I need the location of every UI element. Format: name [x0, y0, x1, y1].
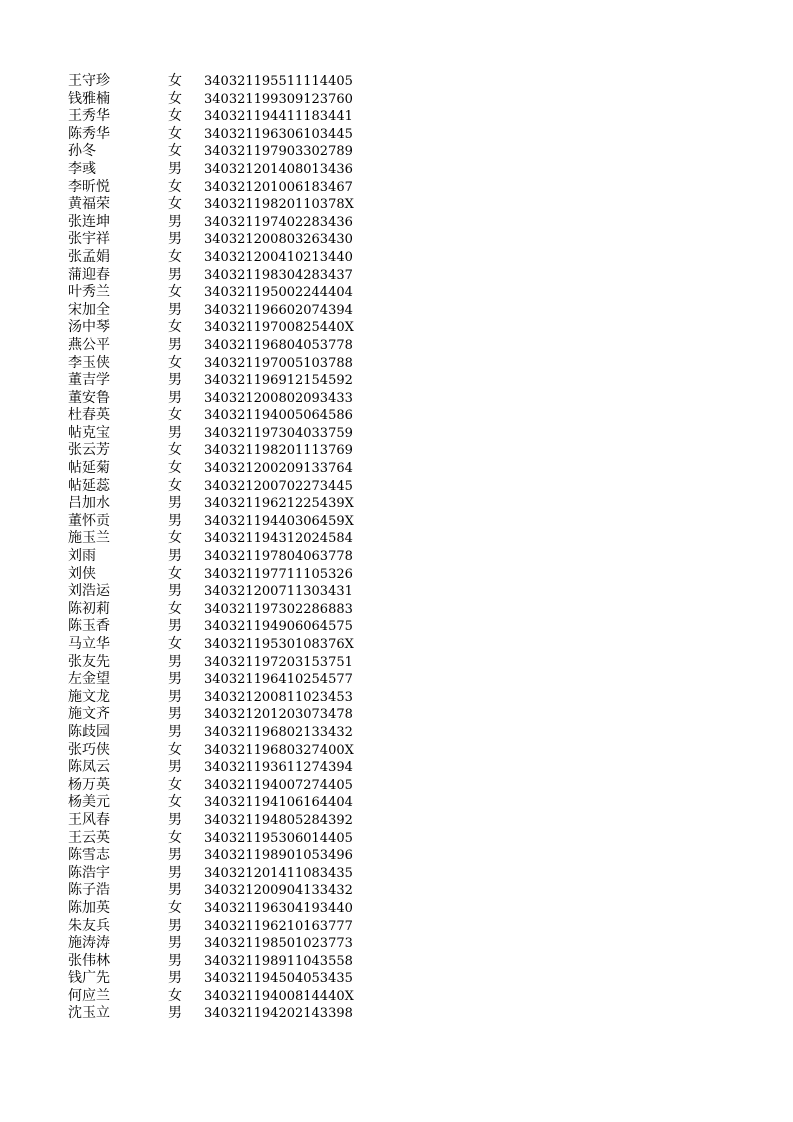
gender-cell: 女 [168, 125, 182, 142]
name-cell: 沈玉立 [68, 1005, 110, 1022]
name-cell: 陈秀华 [68, 125, 110, 142]
id-number-cell: 340321194805284392 [204, 812, 353, 828]
table-row [68, 407, 368, 425]
name-cell: 帖延菊 [68, 460, 110, 477]
name-cell: 帖延蕊 [68, 477, 110, 494]
id-number-cell: 340321194106164404 [204, 795, 353, 811]
table-row [68, 126, 368, 144]
id-number-cell: 34032119400814440X [204, 988, 354, 1004]
id-number-cell: 340321194411183441 [204, 109, 353, 125]
gender-cell: 女 [168, 565, 182, 582]
name-cell: 马立华 [68, 636, 110, 652]
name-cell: 汤中琴 [68, 319, 110, 336]
gender-cell: 男 [168, 231, 182, 248]
name-cell: 王风春 [68, 811, 110, 828]
gender-cell: 女 [168, 196, 182, 213]
name-cell: 张友先 [68, 653, 110, 670]
gender-cell: 女 [168, 284, 182, 301]
table-row [68, 179, 368, 197]
table-row [68, 636, 368, 654]
id-number-cell: 340321195002244404 [204, 285, 353, 301]
table-row [68, 918, 368, 936]
name-cell: 李彧 [68, 160, 96, 177]
table-row [68, 143, 368, 161]
table-row [68, 671, 368, 689]
name-cell: 杨万英 [68, 776, 110, 793]
table-row [68, 530, 368, 548]
gender-cell: 男 [168, 688, 182, 705]
table-row [68, 231, 368, 249]
name-cell: 董安鲁 [68, 389, 110, 406]
gender-cell: 男 [168, 618, 182, 635]
table-row [68, 548, 368, 566]
id-number-cell: 340321200803263430 [204, 232, 353, 248]
gender-cell: 男 [168, 847, 182, 864]
id-number-cell: 34032119440306459X [204, 513, 354, 529]
table-row [68, 355, 368, 373]
id-number-cell: 340321198501023773 [204, 936, 353, 952]
id-number-cell: 34032119820110378X [204, 197, 354, 213]
gender-cell: 男 [168, 160, 182, 177]
name-cell: 蒲迎春 [68, 266, 110, 283]
id-number-cell: 340321201203073478 [204, 707, 353, 723]
id-number-cell: 340321194906064575 [204, 619, 353, 635]
table-row [68, 654, 368, 672]
table-row [68, 284, 368, 302]
gender-cell: 女 [168, 442, 182, 459]
id-number-cell: 340321200410213440 [204, 249, 353, 265]
gender-cell: 男 [168, 1005, 182, 1022]
id-number-cell: 340321197903302789 [204, 144, 353, 160]
gender-cell: 男 [168, 512, 182, 529]
id-number-cell: 340321198901053496 [204, 848, 353, 864]
table-row [68, 425, 368, 443]
gender-cell: 女 [168, 90, 182, 107]
gender-cell: 男 [168, 970, 182, 987]
id-number-cell: 340321194504053435 [204, 971, 353, 987]
name-cell: 陈加英 [68, 899, 110, 916]
name-cell: 何应兰 [68, 987, 110, 1004]
name-cell: 李昕悦 [68, 178, 110, 195]
id-number-cell: 340321197402283436 [204, 214, 353, 230]
record-list [68, 73, 368, 1023]
name-cell: 钱雅楠 [68, 90, 110, 107]
table-row [68, 618, 368, 636]
gender-cell: 女 [168, 248, 182, 265]
table-row [68, 267, 368, 285]
name-cell: 陈玉香 [68, 618, 110, 635]
gender-cell: 女 [168, 319, 182, 336]
table-row [68, 478, 368, 496]
gender-cell: 女 [168, 636, 182, 652]
gender-cell: 男 [168, 266, 182, 283]
gender-cell: 男 [168, 372, 182, 389]
gender-cell: 女 [168, 829, 182, 846]
id-number-cell: 340321196804053778 [204, 337, 353, 353]
gender-cell: 男 [168, 389, 182, 406]
name-cell: 左金望 [68, 671, 110, 688]
gender-cell: 女 [168, 354, 182, 371]
name-cell: 李玉侠 [68, 354, 110, 371]
name-cell: 宋加全 [68, 301, 110, 318]
name-cell: 黄福荣 [68, 196, 110, 213]
name-cell: 董怀贡 [68, 512, 110, 529]
name-cell: 施文龙 [68, 688, 110, 705]
gender-cell: 男 [168, 548, 182, 565]
gender-cell: 男 [168, 882, 182, 899]
gender-cell: 女 [168, 407, 182, 424]
table-row [68, 214, 368, 232]
name-cell: 施玉兰 [68, 530, 110, 547]
name-cell: 杜春英 [68, 407, 110, 424]
name-cell: 陈浩宇 [68, 864, 110, 881]
name-cell: 张伟林 [68, 952, 110, 969]
name-cell: 王秀华 [68, 108, 110, 125]
table-row [68, 865, 368, 883]
gender-cell: 男 [168, 495, 182, 512]
table-row [68, 759, 368, 777]
gender-cell: 男 [168, 301, 182, 318]
id-number-cell: 340321198911043558 [204, 953, 353, 969]
id-number-cell: 340321197711105326 [204, 566, 353, 582]
gender-cell: 男 [168, 864, 182, 881]
id-number-cell: 340321200711303431 [204, 584, 353, 600]
table-row [68, 724, 368, 742]
name-cell: 施涛涛 [68, 935, 110, 952]
gender-cell: 男 [168, 671, 182, 688]
name-cell: 刘侠 [68, 565, 96, 582]
name-cell: 陈歧园 [68, 723, 110, 740]
table-row [68, 953, 368, 971]
name-cell: 刘浩运 [68, 583, 110, 600]
id-number-cell: 340321194007274405 [204, 777, 353, 793]
name-cell: 钱广先 [68, 970, 110, 987]
id-number-cell: 340321200802093433 [204, 390, 353, 406]
name-cell: 王云英 [68, 829, 110, 846]
id-number-cell: 340321197804063778 [204, 549, 353, 565]
table-row [68, 161, 368, 179]
table-row [68, 847, 368, 865]
table-row [68, 742, 368, 760]
gender-cell: 男 [168, 952, 182, 969]
name-cell: 杨美元 [68, 794, 110, 811]
id-number-cell: 340321201408013436 [204, 161, 353, 177]
table-row [68, 566, 368, 584]
name-cell: 帖克宝 [68, 424, 110, 441]
table-row [68, 390, 368, 408]
table-row [68, 706, 368, 724]
id-number-cell: 340321198304283437 [204, 267, 353, 283]
table-row [68, 970, 368, 988]
gender-cell: 女 [168, 178, 182, 195]
table-row [68, 73, 368, 91]
gender-cell: 男 [168, 917, 182, 934]
name-cell: 陈凤云 [68, 759, 110, 776]
name-cell: 陈子浩 [68, 882, 110, 899]
gender-cell: 女 [168, 73, 182, 89]
name-cell: 陈初莉 [68, 600, 110, 617]
table-row [68, 1005, 368, 1023]
table-row [68, 513, 368, 531]
name-cell: 张宇祥 [68, 231, 110, 248]
id-number-cell: 34032119621225439X [204, 496, 354, 512]
id-number-cell: 340321196410254577 [204, 672, 353, 688]
gender-cell: 男 [168, 759, 182, 776]
id-number-cell: 340321197005103788 [204, 355, 353, 371]
table-row [68, 935, 368, 953]
id-number-cell: 340321196304193440 [204, 900, 353, 916]
table-row [68, 794, 368, 812]
id-number-cell: 340321199309123760 [204, 91, 353, 107]
gender-cell: 女 [168, 987, 182, 1004]
gender-cell: 女 [168, 477, 182, 494]
table-row [68, 495, 368, 513]
table-row [68, 689, 368, 707]
table-row [68, 302, 368, 320]
id-number-cell: 340321196306103445 [204, 126, 353, 142]
id-number-cell: 34032119700825440X [204, 320, 354, 336]
name-cell: 孙冬 [68, 143, 96, 160]
name-cell: 张孟娟 [68, 248, 110, 265]
table-row [68, 583, 368, 601]
name-cell: 吕加水 [68, 495, 110, 512]
gender-cell: 男 [168, 213, 182, 230]
id-number-cell: 340321194005064586 [204, 408, 353, 424]
table-row [68, 988, 368, 1006]
id-number-cell: 340321194202143398 [204, 1006, 353, 1022]
id-number-cell: 34032119680327400X [204, 742, 354, 758]
id-number-cell: 340321196912154592 [204, 373, 353, 389]
gender-cell: 女 [168, 899, 182, 916]
table-row [68, 249, 368, 267]
id-number-cell: 340321198201113769 [204, 443, 353, 459]
table-row [68, 882, 368, 900]
gender-cell: 男 [168, 811, 182, 828]
id-number-cell: 340321197304033759 [204, 425, 353, 441]
name-cell: 王守珍 [68, 73, 110, 89]
table-row [68, 812, 368, 830]
table-row [68, 442, 368, 460]
table-row [68, 900, 368, 918]
table-row [68, 777, 368, 795]
gender-cell: 女 [168, 741, 182, 758]
id-number-cell: 340321200811023453 [204, 689, 353, 705]
gender-cell: 女 [168, 794, 182, 811]
table-row [68, 108, 368, 126]
name-cell: 张巧侠 [68, 741, 110, 758]
table-row [68, 372, 368, 390]
table-row [68, 319, 368, 337]
gender-cell: 女 [168, 776, 182, 793]
id-number-cell: 340321200702273445 [204, 478, 353, 494]
gender-cell: 男 [168, 935, 182, 952]
name-cell: 朱友兵 [68, 917, 110, 934]
table-row [68, 337, 368, 355]
gender-cell: 女 [168, 143, 182, 160]
id-number-cell: 340321196602074394 [204, 302, 353, 318]
id-number-cell: 340321197302286883 [204, 601, 353, 617]
name-cell: 刘雨 [68, 548, 96, 565]
id-number-cell: 34032119530108376X [204, 637, 354, 652]
name-cell: 张云芳 [68, 442, 110, 459]
gender-cell: 男 [168, 424, 182, 441]
gender-cell: 女 [168, 530, 182, 547]
name-cell: 张连坤 [68, 213, 110, 230]
id-number-cell: 340321196210163777 [204, 918, 353, 934]
name-cell: 陈雪志 [68, 847, 110, 864]
gender-cell: 女 [168, 108, 182, 125]
id-number-cell: 340321197203153751 [204, 654, 353, 670]
gender-cell: 男 [168, 336, 182, 353]
table-row [68, 196, 368, 214]
gender-cell: 女 [168, 460, 182, 477]
table-row [68, 830, 368, 848]
gender-cell: 男 [168, 583, 182, 600]
name-cell: 燕公平 [68, 336, 110, 353]
id-number-cell: 340321201411083435 [204, 865, 353, 881]
table-row [68, 91, 368, 109]
id-number-cell: 340321194312024584 [204, 531, 353, 547]
id-number-cell: 340321200904133432 [204, 883, 353, 899]
name-cell: 董吉学 [68, 372, 110, 389]
id-number-cell: 340321200209133764 [204, 461, 353, 477]
id-number-cell: 340321195306014405 [204, 830, 353, 846]
gender-cell: 女 [168, 600, 182, 617]
name-cell: 施文齐 [68, 706, 110, 723]
gender-cell: 男 [168, 706, 182, 723]
name-cell: 叶秀兰 [68, 284, 110, 301]
table-row [68, 601, 368, 619]
id-number-cell: 340321193611274394 [204, 760, 353, 776]
gender-cell: 男 [168, 723, 182, 740]
id-number-cell: 340321201006183467 [204, 179, 353, 195]
id-number-cell: 340321196802133432 [204, 724, 353, 740]
gender-cell: 男 [168, 653, 182, 670]
id-number-cell: 340321195511114405 [204, 74, 353, 89]
table-row [68, 460, 368, 478]
